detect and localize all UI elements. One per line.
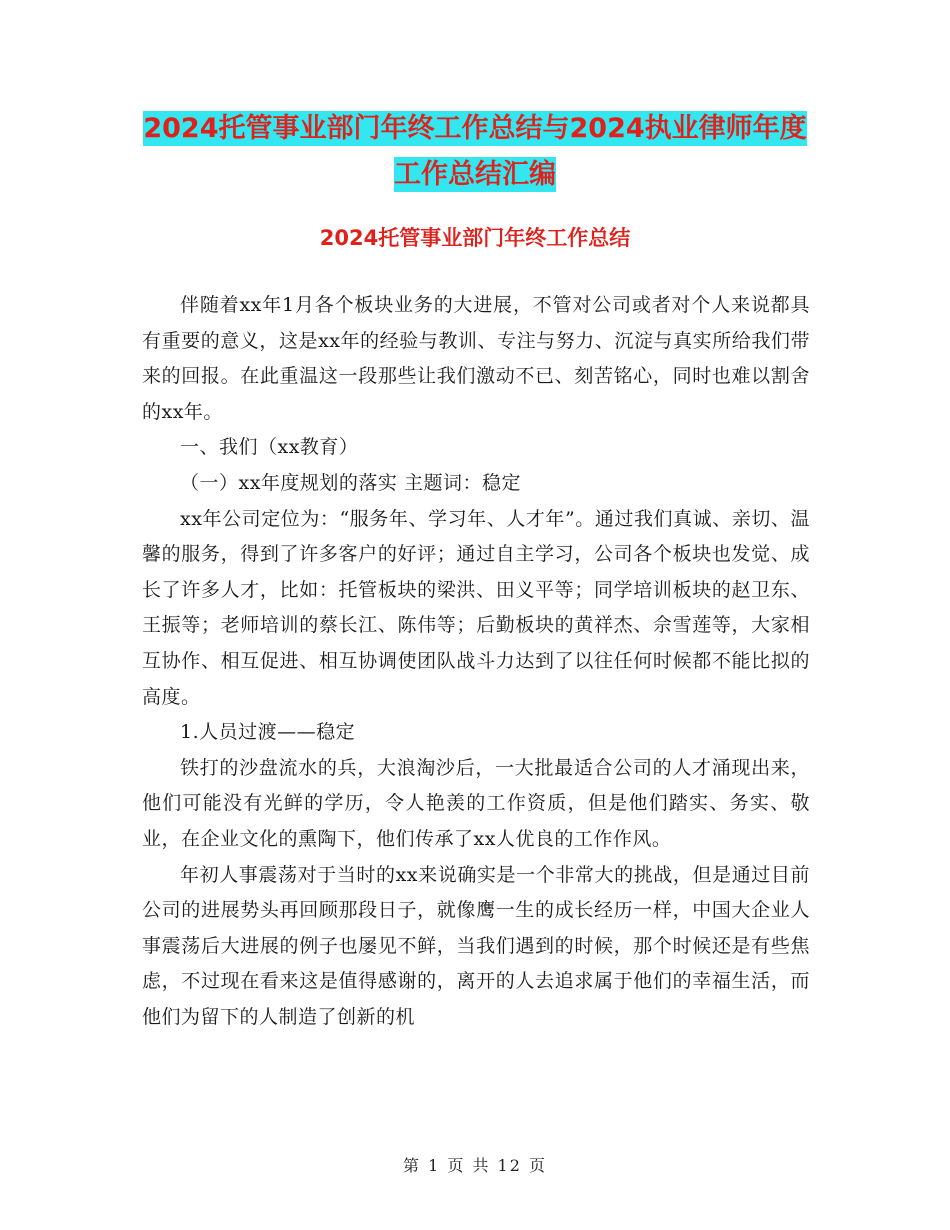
paragraph-intro: 伴随着xx年1月各个板块业务的大进展，不管对公司或者对个人来说都具有重要的意义，这是xx年的经验与教训、专注与努力、沉淀与真实所给我们带来的回报。在此重温这一段那些让我们激动不已、刻苦铭心，同时也难以割舍的xx年。 bbox=[142, 294, 810, 423]
paragraph-positioning: xx年公司定位为：“服务年、学习年、人才年”。通过我们真诚、亲切、温馨的服务，得到了许多客户的好评；通过自主学习，公司各个板块也发觉、成长了许多人才，比如：托管板块的梁洪、田义平等；同学培训板块的赵卫东、王振等；老师培训的蔡长江、陈伟等；后勤板块的黄祥杰、佘雪莲等，大家相互协作、相互促进、相互协调使团队战斗力达到了以往任何时候都不能比拟的高度。 bbox=[142, 507, 810, 708]
paragraph-staff: 铁打的沙盘流水的兵，大浪淘沙后，一大批最适合公司的人才涌现出来，他们可能没有光鲜的学历，令人艳羡的工作资质，但是他们踏实、务实、敬业，在企业文化的熏陶下，他们传承了xx人优良的工作作风。 bbox=[142, 756, 810, 850]
document-title-highlight-1: 2024托管事业部门年终工作总结与2024执业律师年度 bbox=[143, 113, 807, 144]
document-title-highlight-2: 工作总结汇编 bbox=[394, 159, 556, 190]
document-title-line1 bbox=[0, 106, 950, 152]
page-footer: 第 1 页 共 12 页 bbox=[403, 1156, 547, 1175]
paragraph-personnel: 年初人事震荡对于当时的xx来说确实是一个非常大的挑战，但是通过目前公司的进展势头再回顾那段日子，就像鹰一生的成长经历一样，中国大企业人事震荡后大进展的例子也屡见不鲜，当我们遇到的时候，那个时候还是有些焦虑，不过现在看来这是值得感谢的，离开的人去追求属于他们的幸福生活，而他们为留下的人制造了创新的机 bbox=[142, 863, 810, 1028]
section-title: 2024托管事业部门年终工作总结 bbox=[319, 226, 631, 250]
heading-level3: 1.人员过渡——稳定 bbox=[180, 721, 356, 744]
heading-level1: 一、我们（xx教育） bbox=[180, 436, 359, 459]
document-body bbox=[142, 288, 810, 1035]
document-title-line2 bbox=[0, 152, 950, 198]
heading-level2: （一）xx年度规划的落实 主题词：稳定 bbox=[180, 471, 521, 494]
